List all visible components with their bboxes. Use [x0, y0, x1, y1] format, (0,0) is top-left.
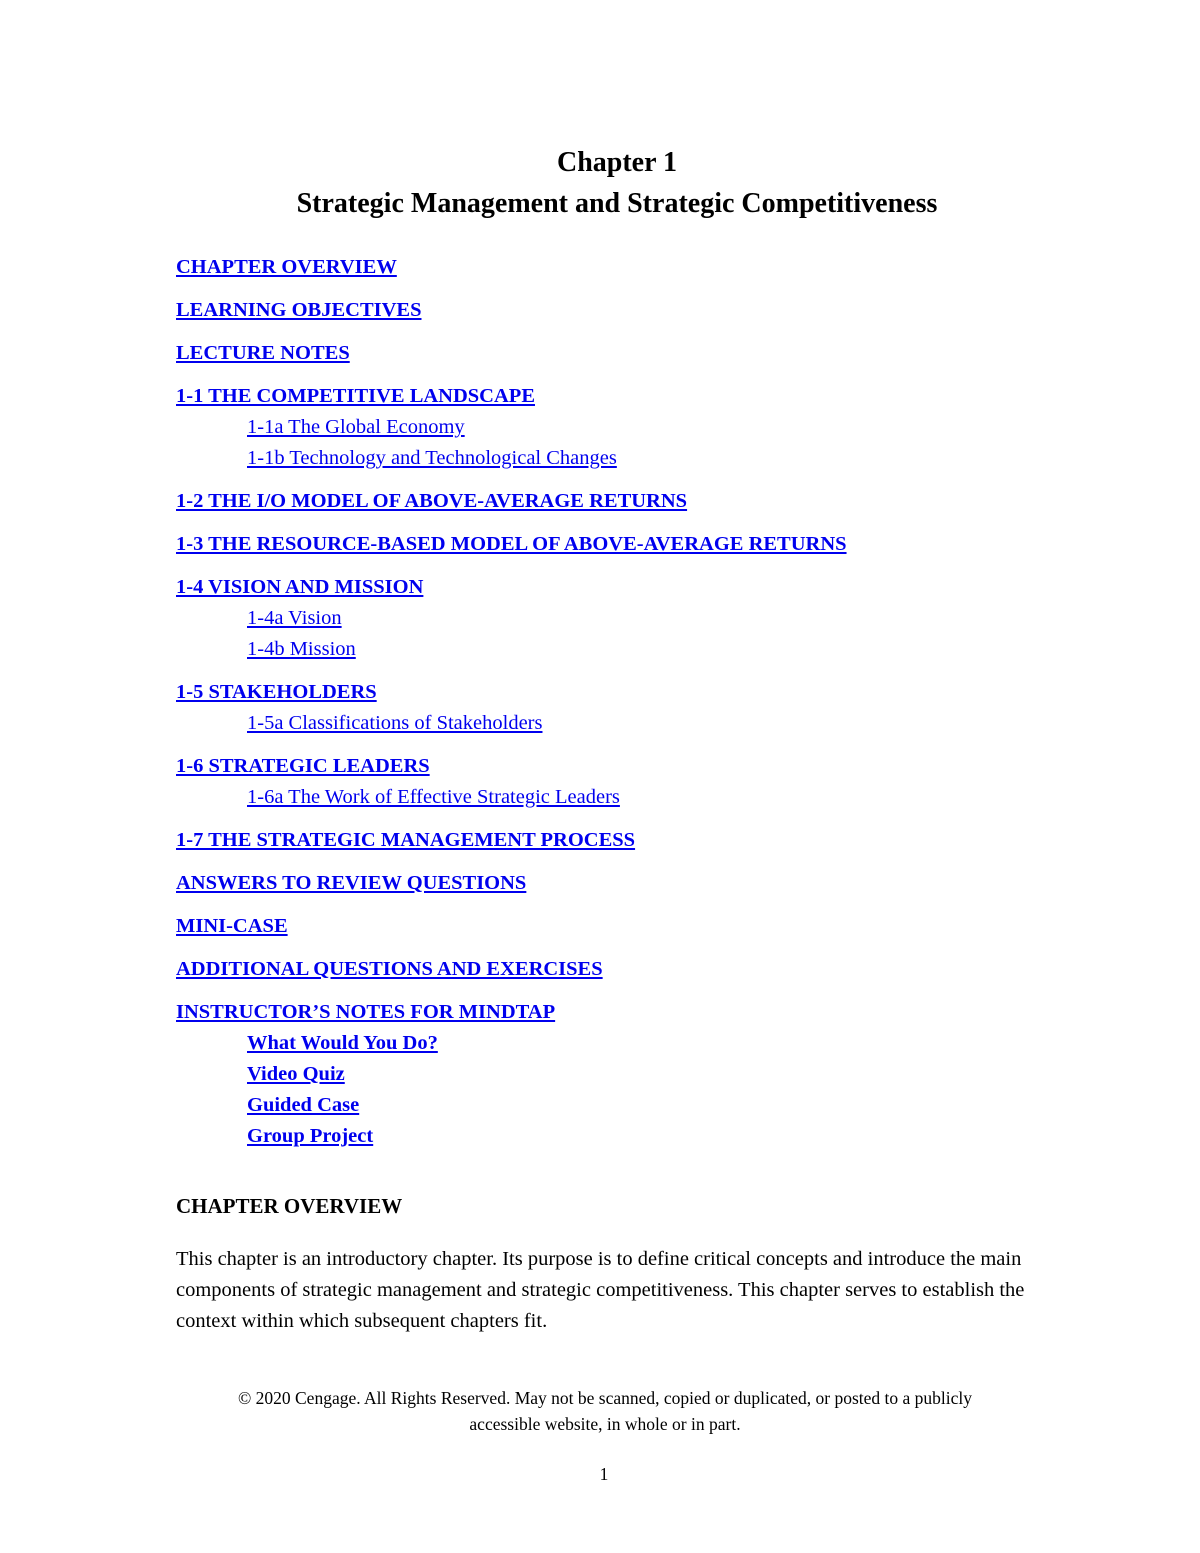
toc-group	[176, 825, 1136, 856]
chapter-label: Chapter 1	[556, 147, 678, 178]
toc-subitem	[176, 443, 1136, 474]
toc-sublink[interactable]: What Would You Do?	[247, 1032, 438, 1054]
toc-link[interactable]: 1-3 THE RESOURCE-BASED MODEL OF ABOVE-AVERAGE RETURNS	[176, 533, 847, 555]
toc-group	[176, 911, 1136, 942]
toc-link[interactable]: 1-7 THE STRATEGIC MANAGEMENT PROCESS	[176, 829, 636, 851]
toc-group	[176, 529, 1136, 560]
toc-subitem	[176, 1121, 1136, 1152]
copyright-line-2: accessible website, in whole or in part.	[469, 1414, 741, 1434]
toc-link[interactable]: 1-2 THE I/O MODEL OF ABOVE-AVERAGE RETURNS	[176, 490, 688, 512]
toc-group	[176, 677, 1136, 739]
toc-link[interactable]: 1-1 THE COMPETITIVE LANDSCAPE	[176, 385, 535, 407]
chapter-overview-paragraph: This chapter is an introductory chapter. Its purpose is to define critical concepts and introduce the main components of strategic management and strategic competitiveness. This chapter serves to establish the context within which subsequent chapters fit.	[176, 1248, 1025, 1332]
toc-sublink[interactable]: 1-5a Classifications of Stakeholders	[247, 712, 543, 734]
toc-sublink[interactable]: Group Project	[247, 1125, 374, 1147]
toc-group	[176, 572, 1136, 665]
toc-link[interactable]: INSTRUCTOR’S NOTES FOR MINDTAP	[176, 1001, 556, 1023]
toc-link[interactable]: ANSWERS TO REVIEW QUESTIONS	[176, 872, 527, 894]
toc-link[interactable]: CHAPTER OVERVIEW	[176, 256, 397, 278]
toc-link[interactable]: 1-4 VISION AND MISSION	[176, 576, 424, 598]
toc-group	[176, 751, 1136, 813]
toc-subitem	[176, 603, 1136, 634]
toc-link[interactable]: 1-5 STAKEHOLDERS	[176, 681, 377, 703]
toc-sublink[interactable]: 1-4b Mission	[247, 638, 356, 660]
toc-sublink[interactable]: Guided Case	[247, 1094, 360, 1116]
toc-subitem	[176, 412, 1136, 443]
copyright-footer	[0, 1385, 1200, 1437]
toc-subitem	[176, 1028, 1136, 1059]
page-number: 1	[599, 1464, 609, 1484]
table-of-contents	[176, 252, 1136, 1152]
toc-group	[176, 997, 1136, 1152]
toc-sublink[interactable]: 1-1a The Global Economy	[247, 416, 465, 438]
toc-sublink[interactable]: 1-1b Technology and Technological Changes	[247, 447, 617, 469]
toc-link[interactable]: LECTURE NOTES	[176, 342, 350, 364]
toc-subitem	[176, 1090, 1136, 1121]
toc-group	[176, 954, 1136, 985]
toc-sublink[interactable]: 1-6a The Work of Effective Strategic Leaders	[247, 786, 620, 808]
toc-subitem	[176, 1059, 1136, 1090]
toc-link[interactable]: ADDITIONAL QUESTIONS AND EXERCISES	[176, 958, 603, 980]
chapter-title: Strategic Management and Strategic Competitiveness	[296, 188, 938, 219]
toc-subitem	[176, 634, 1136, 665]
chapter-header	[0, 142, 1200, 224]
toc-group	[176, 338, 1136, 369]
copyright-line-1: © 2020 Cengage. All Rights Reserved. May not be scanned, copied or duplicated, or posted to a publicly	[237, 1388, 973, 1408]
toc-link[interactable]: 1-6 STRATEGIC LEADERS	[176, 755, 430, 777]
toc-subitem	[176, 782, 1136, 813]
toc-subitem	[176, 708, 1136, 739]
toc-group	[176, 381, 1136, 474]
toc-link[interactable]: LEARNING OBJECTIVES	[176, 299, 422, 321]
toc-group	[176, 486, 1136, 517]
toc-link[interactable]: MINI-CASE	[176, 915, 288, 937]
toc-sublink[interactable]: 1-4a Vision	[247, 607, 342, 629]
toc-group	[176, 868, 1136, 899]
toc-sublink[interactable]: Video Quiz	[247, 1063, 345, 1085]
toc-group	[176, 252, 1136, 283]
section-heading-chapter-overview: CHAPTER OVERVIEW	[176, 1194, 403, 1218]
toc-group	[176, 295, 1136, 326]
